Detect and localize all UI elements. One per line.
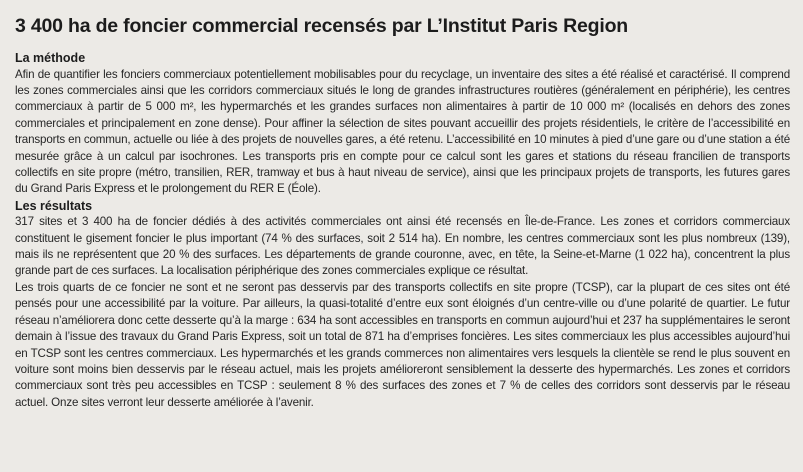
section-resultats — [15, 198, 790, 411]
section-heading-methode: La méthode — [15, 51, 86, 65]
section-methode — [15, 50, 790, 198]
section-heading-resultats: Les résultats — [15, 198, 93, 213]
paragraph-resultats-2: Les trois quarts de ce foncier ne sont et ne seront pas desservis par des transports collectifs en site propre (TCSP), car la plupart de ces sites ont été pensés pour une accessibilité par la voiture. Par ailleurs, la quasi-totalité d’entre eux sont éloignés d’un centre-ville ou d’une polarité de quartier. Le futur réseau n’améliorera donc cette desserte qu’à la marge : 634 ha sont accessibles en transports en commun aujourd’hui et 237 ha supplémentaires le seront demain à l’issue des travaux du Grand Paris Express, soit un total de 871 ha d’emprises foncières. Les sites commerciaux les plus accessibles aujourd’hui en TCSP sont les centres commerciaux. Les hypermarchés et les grands commerces non alimentaires vers lesquels la clientèle se rend le plus souvent en voiture sont moins bien desservis par le réseau actuel, mais les projets amélioreront sensiblement la desserte des hypermarchés. Les zones et corridors commerciaux sont très peu accessibles en TCSP : seulement 8 % des surfaces des zones et 7 % de celles des corridors sont desservis par le réseau actuel. Onze sites verront leur desserte améliorée à l’avenir. — [15, 280, 790, 409]
page-title: 3 400 ha de foncier commercial recensés par L’Institut Paris Region — [15, 15, 629, 37]
paragraph-resultats-1: 317 sites et 3 400 ha de foncier dédiés à des activités commerciales ont ainsi été recensés en Île-de-France. Les zones et corridors commerciaux constituent le gisement foncier le plus important (74 % des surfaces, soit 2 514 ha). En nombre, les centres commerciaux sont les plus nombreux (139), mais ils ne représentent que 20 % des surfaces. Les départements de grande couronne, avec, en tête, la Seine-et-Marne (1 022 ha), concentrent la plus grande part de ces surfaces. La localisation périphérique des zones commerciales explique ce résultat. — [15, 215, 790, 278]
paragraph-methode: Afin de quantifier les fonciers commerciaux potentiellement mobilisables pour du recyclage, un inventaire des sites a été réalisé et caractérisé. Il comprend les zones commerciales ainsi que les corridors commerciaux situés le long de grandes infrastructures routières (généralement en périphérie), les centres commerciaux à partir de 5 000 m², les hypermarchés et les grandes surfaces non alimentaires à partir de 10 000 m² (localisés en dehors des zones commerciales et principalement en zone dense). Pour affiner la sélection de sites pouvant accueillir des projets résidentiels, le critère de l’accessibilité en transports en commun, actuelle ou liée à des projets de nouvelles gares, a été retenu. L’accessibilité en 10 minutes à pied d’une gare ou d’une station a été mesurée grâce à un calcul par isochrones. Les transports pris en compte pour ce calcul sont les gares et stations du réseau francilien de transports collectifs en site propre (métro, transilien, RER, tramway et bus à haut niveau de service), ainsi que les principaux projets de transports, les futures gares du Grand Paris Express et le prolongement du RER E (Éole). — [15, 67, 790, 196]
